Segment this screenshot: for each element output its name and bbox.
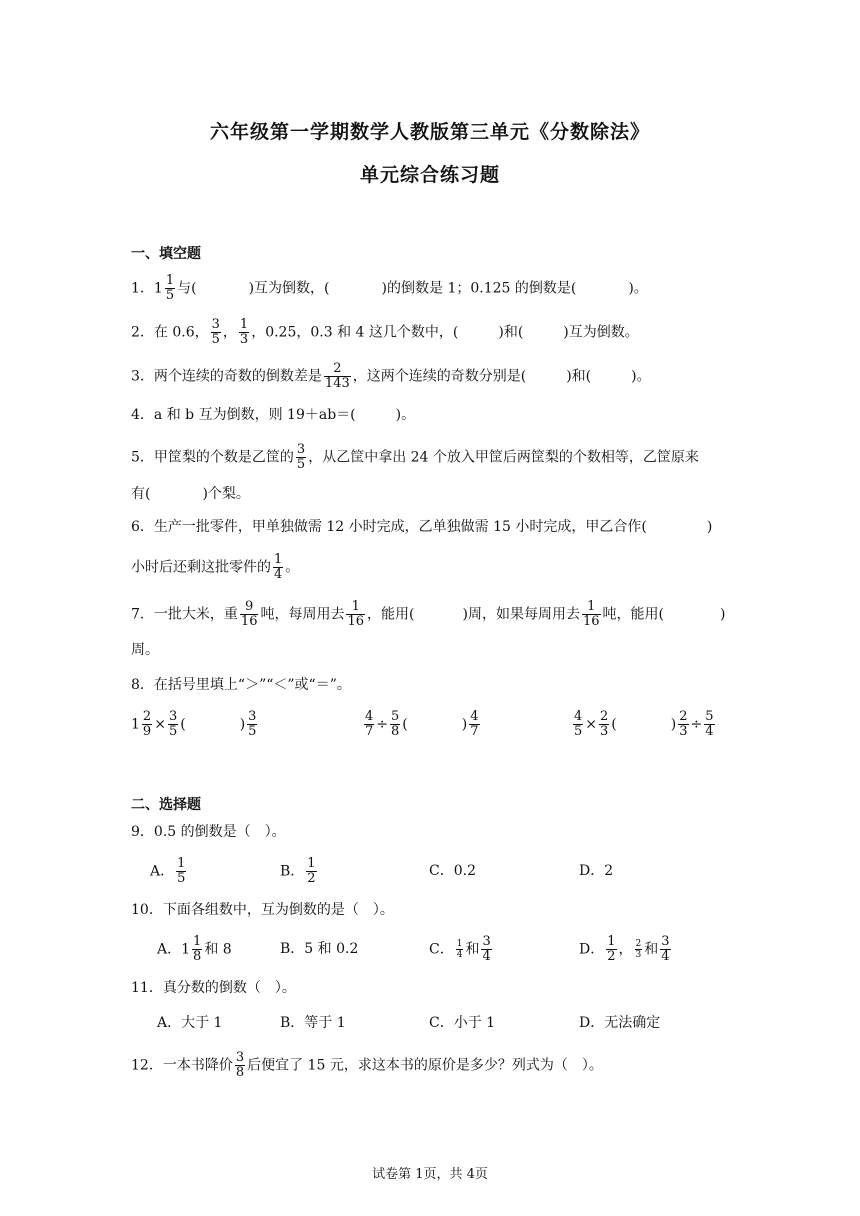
fraction: $\frac{2}{143}$ (324, 361, 350, 391)
option-c[interactable]: C． $\frac{1}{4}$ 和 $\frac{3}{4}$ (429, 934, 491, 964)
fraction: $\frac{1}{4}$ (456, 939, 463, 960)
question-number: 5． (131, 449, 154, 466)
question-7: 7．一批大米，重 $\frac{9}{16}$ 吨，每周用去 $\frac{1}{16}$ ，能用( )周，如果每周用去 $\frac{1}{16}$ 吨，能用( ) (131, 599, 726, 629)
fraction: $\frac{2}{9}$ (142, 709, 152, 739)
fraction: $\frac{3}{4}$ (661, 934, 670, 964)
fraction: $\frac{2}{3}$ (679, 709, 688, 739)
fraction: $\frac{1}{16}$ (347, 599, 365, 629)
option-c[interactable]: C．小于 1 (429, 1015, 496, 1031)
option-d[interactable]: D．无法确定 (579, 1015, 661, 1031)
option-d[interactable]: D．2 (579, 863, 614, 879)
question-number: 3． (131, 368, 154, 385)
question-6-continued: 小时后还剩这批零件的 $\frac{1}{4}$ 。 (131, 552, 300, 582)
question-10: 10．下面各组数中，互为倒数的是（ ）。 (131, 902, 394, 918)
question-2: 2．在 0.6， $\frac{3}{5}$ ， $\frac{1}{3}$ ，0.25，0.3 和 4 这几个数中，( )和( )互为倒数。 (131, 317, 639, 347)
fraction: $\frac{4}{7}$ (365, 709, 374, 739)
fraction: $\frac{5}{4}$ (705, 709, 714, 739)
fraction: $\frac{3}{5}$ (168, 709, 178, 739)
question-5: 5．甲筐梨的个数是乙筐的 $\frac{3}{5}$ ，从乙筐中拿出 24 个放入甲筐后两筐梨的个数相等，乙筐原来 (131, 442, 699, 472)
fraction: $\frac{1}{16}$ (582, 599, 600, 629)
question-6: 6．生产一批零件，甲单独做需 12 小时完成，乙单独做需 15 小时完成，甲乙合作( ) (131, 519, 713, 535)
fraction: $\frac{3}{5}$ (211, 317, 220, 347)
fraction: $\frac{1}{5}$ (177, 856, 186, 886)
page-subtitle: 单元综合练习题 (359, 164, 500, 186)
fraction: $\frac{9}{16}$ (240, 599, 258, 629)
option-a[interactable]: A． $\frac{1}{5}$ (150, 856, 186, 886)
question-5-continued: 有( )个梨。 (131, 486, 250, 502)
question-number: 1． (131, 280, 154, 297)
question-number: 4． (131, 407, 154, 423)
compare-expression-1: 1 $\frac{2}{9}$ × $\frac{3}{5}$ ( ) $\frac{3}{5}$ (131, 709, 257, 739)
fraction: $\frac{3}{8}$ (235, 1050, 245, 1080)
question-number: 2． (131, 324, 154, 341)
compare-expression-3: $\frac{4}{5}$ × $\frac{2}{3}$ ( ) $\frac{2}{3}$ ÷ $\frac{5}{4}$ (574, 709, 714, 739)
question-11: 11．真分数的倒数（ ）。 (131, 980, 296, 996)
question-number: 6． (131, 519, 154, 535)
page-footer: 试卷第 1页，共 4页 (372, 1167, 488, 1182)
fraction: $\frac{5}{8}$ (391, 709, 400, 739)
fraction: $\frac{1}{2}$ (307, 856, 316, 886)
fraction: $\frac{1}{3}$ (239, 317, 249, 347)
section-heading-multiple-choice: 二、选择题 (131, 797, 201, 813)
fraction: $\frac{1}{2}$ (607, 934, 616, 964)
fraction: $\frac{4}{7}$ (470, 709, 479, 739)
question-number: 8． (131, 677, 154, 693)
question-1: 1．1 $\frac{1}{5}$ 与( )互为倒数，( )的倒数是 1；0.125 的倒数是( )。 (131, 273, 648, 303)
fraction: $\frac{1}{5}$ (165, 273, 175, 303)
option-c[interactable]: C．0.2 (429, 863, 476, 879)
question-9: 9．0.5 的倒数是（ ）。 (131, 824, 286, 840)
option-d[interactable]: D． $\frac{1}{2}$ ， $\frac{2}{3}$ 和 $\frac{3}{4}$ (579, 934, 670, 964)
fraction: $\frac{3}{4}$ (482, 934, 491, 964)
fraction: $\frac{1}{4}$ (274, 552, 283, 582)
compare-expression-2: $\frac{4}{7}$ ÷ $\frac{5}{8}$ ( ) $\frac{4}{7}$ (365, 709, 479, 739)
fraction: $\frac{2}{3}$ (635, 939, 642, 960)
option-b[interactable]: B． $\frac{1}{2}$ (280, 856, 316, 886)
question-4: 4．a 和 b 互为倒数，则 19＋ab＝( )。 (131, 407, 416, 423)
question-3: 3．两个连续的奇数的倒数差是 $\frac{2}{143}$ ，这两个连续的奇数分别是( )和( )。 (131, 361, 651, 391)
fraction: $\frac{3}{5}$ (248, 709, 257, 739)
fraction: $\frac{3}{5}$ (296, 442, 306, 472)
section-heading-fill-in: 一、填空题 (131, 246, 201, 262)
option-a[interactable]: A．1 $\frac{1}{8}$ 和 8 (157, 934, 232, 964)
fraction: $\frac{1}{8}$ (193, 934, 202, 964)
option-a[interactable]: A．大于 1 (157, 1015, 223, 1031)
question-number: 7． (131, 606, 154, 623)
option-b[interactable]: B．5 和 0.2 (280, 941, 359, 957)
option-b[interactable]: B．等于 1 (280, 1015, 346, 1031)
question-7-continued: 周。 (131, 642, 159, 658)
question-8: 8．在括号里填上“＞”“＜”或“＝”。 (131, 677, 351, 693)
fraction: $\frac{2}{3}$ (600, 709, 609, 739)
question-12: 12．一本书降价 $\frac{3}{8}$ 后便宜了 15 元，求这本书的原价是多少？列式为（ ）。 (131, 1050, 603, 1080)
fraction: $\frac{4}{5}$ (574, 709, 583, 739)
page-title: 六年级第一学期数学人教版第三单元《分数除法》 (209, 121, 650, 143)
